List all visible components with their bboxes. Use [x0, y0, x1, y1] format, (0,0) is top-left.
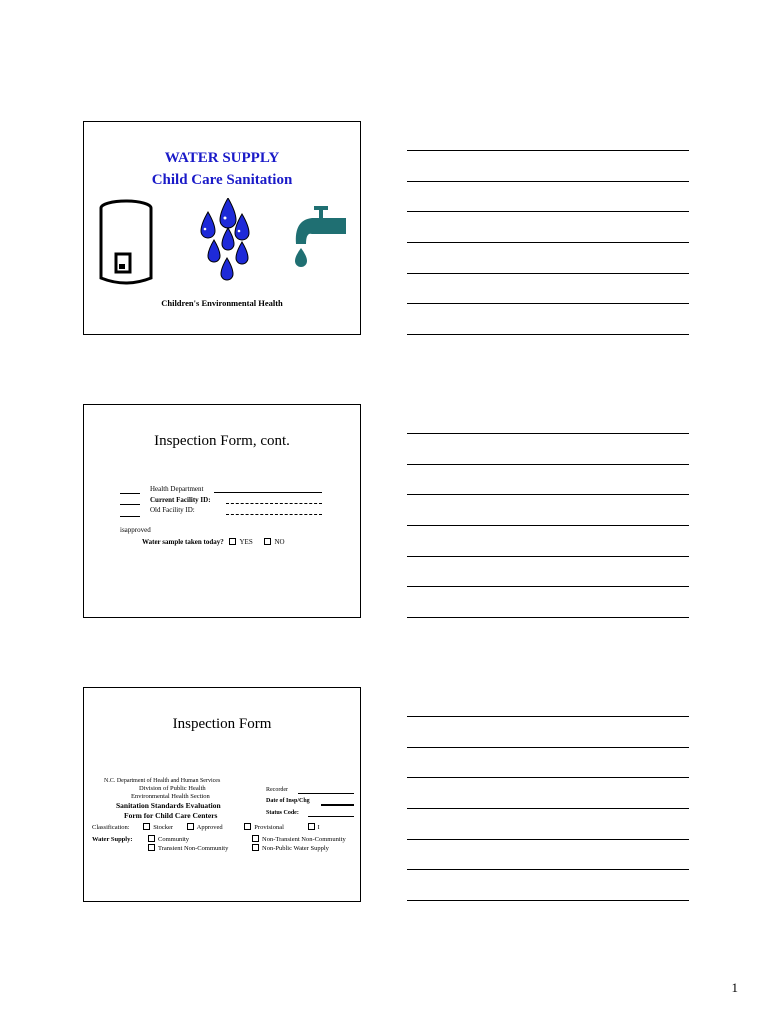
water-sample-row: [142, 538, 285, 547]
date-insp-label: Date of Insp/Chg: [266, 798, 310, 804]
slide-title: Inspection Form: [172, 716, 272, 732]
class-1-checkbox[interactable]: [143, 823, 150, 830]
no-label: NO: [274, 538, 285, 546]
agency-line2: Division of Public Health: [139, 785, 206, 792]
recorder-label: Recorder: [266, 787, 288, 793]
water-supply-option-4: [252, 844, 329, 853]
non-public-checkbox[interactable]: [252, 844, 259, 851]
community-checkbox[interactable]: [148, 835, 155, 842]
slide-title-line1: WATER SUPPLY: [164, 150, 280, 166]
water-supply-option-3: [252, 835, 346, 844]
transient-checkbox[interactable]: [148, 844, 155, 851]
page-number: 1: [731, 980, 738, 995]
slide-inspection-form: [83, 687, 361, 902]
old-facility-id-label: Old Facility ID:: [150, 506, 195, 514]
disapproved-label: isapproved: [120, 526, 151, 534]
slide-inspection-form-cont: [83, 404, 361, 618]
class-2-checkbox[interactable]: [187, 823, 194, 830]
transient-label: Transient Non-Community: [158, 845, 229, 852]
water-supply-label: Water Supply:: [92, 836, 133, 843]
agency-line1: N.C. Department of Health and Human Services: [104, 778, 221, 784]
status-code-label: Status Code:: [266, 810, 299, 816]
health-dept-label: Health Department: [150, 485, 204, 493]
current-facility-id-label: Current Facility ID:: [150, 496, 211, 504]
form-title-line2: Form for Child Care Centers: [124, 811, 218, 820]
water-drops-icon: [194, 198, 254, 284]
classification-label: Classification:: [92, 824, 130, 831]
class-4-checkbox[interactable]: [308, 823, 315, 830]
water-heater-icon: [98, 198, 154, 290]
form-title-line1: Sanitation Standards Evaluation: [116, 801, 221, 810]
non-transient-label: Non-Transient Non-Community: [262, 836, 346, 843]
slide-footer: Children's Environmental Health: [161, 298, 283, 308]
no-checkbox[interactable]: [264, 538, 271, 545]
yes-label: YES: [239, 538, 253, 546]
class-4-label: I: [317, 824, 320, 831]
class-2-label: Approved: [196, 824, 223, 831]
classification-row: [92, 823, 320, 832]
yes-checkbox[interactable]: [229, 538, 236, 545]
water-sample-label: Water sample taken today?: [142, 538, 224, 546]
non-transient-checkbox[interactable]: [252, 835, 259, 842]
community-label: Community: [158, 836, 190, 843]
class-1-label: Stocker: [153, 824, 174, 831]
slide-title-line2: Child Care Sanitation: [151, 172, 293, 188]
class-3-label: Provisional: [254, 824, 284, 831]
agency-line3: Environmental Health Section: [131, 793, 210, 800]
class-3-checkbox[interactable]: [244, 823, 251, 830]
faucet-icon: [292, 204, 348, 274]
non-public-label: Non-Public Water Supply: [262, 845, 329, 852]
slide-title: Inspection Form, cont.: [154, 433, 290, 449]
water-supply-option-2: [148, 844, 228, 853]
slide-water-supply: [83, 121, 361, 335]
water-supply-option-1: [148, 835, 189, 844]
